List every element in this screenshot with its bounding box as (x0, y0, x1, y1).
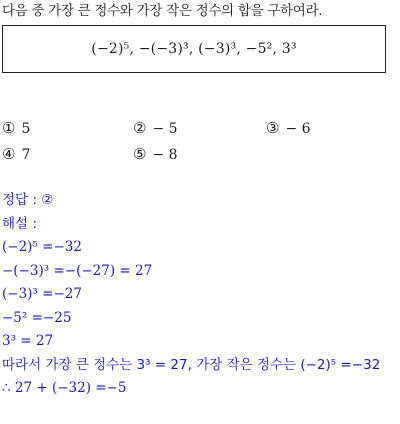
explanation-step-2: −(−3)³ =−(−27) = 27 (2, 262, 153, 279)
explanation-final: ∴ 27 + (−32) =−5 (2, 380, 127, 396)
answer-label: 정답 : ② (2, 192, 54, 208)
choice-1-value: 5 (21, 121, 31, 137)
explanation-step-3: (−3)³ =−27 (2, 286, 82, 302)
choice-1-mark: ① (2, 119, 16, 137)
choice-5[interactable] (133, 145, 178, 163)
expression-list: (−2)⁵, −(−3)³, (−3)³, −5², 3³ (91, 41, 297, 57)
explanation-conclusion: 따라서 가장 큰 정수는 3³ = 27, 가장 작은 정수는 (−2)⁵ =−32 (2, 356, 381, 373)
choice-1[interactable] (2, 119, 30, 137)
choice-4-mark: ④ (2, 145, 16, 163)
choice-row (2, 119, 398, 145)
explanation-label: 해설 : (2, 215, 37, 232)
expression-box (2, 25, 386, 73)
choices (2, 119, 398, 171)
choice-4-value: 7 (21, 147, 31, 163)
choice-3-value: − 6 (285, 121, 311, 137)
explanation-step-1: (−2)⁵ =−32 (2, 239, 82, 255)
choice-row (2, 145, 398, 171)
explanation-step-4: −5² =−25 (2, 309, 72, 326)
choice-2[interactable] (133, 119, 178, 137)
answer-section (2, 190, 398, 402)
choice-5-value: − 8 (152, 147, 178, 163)
choice-2-mark: ② (133, 119, 147, 137)
choice-3[interactable] (266, 119, 311, 137)
choice-2-value: − 5 (152, 121, 178, 137)
choice-3-mark: ③ (266, 119, 280, 137)
question-text: 다음 중 가장 큰 정수와 가장 작은 정수의 합을 구하여라. (2, 3, 323, 19)
choice-5-mark: ⑤ (133, 145, 147, 163)
explanation-step-5: 3³ = 27 (2, 333, 54, 349)
choice-4[interactable] (2, 145, 30, 163)
